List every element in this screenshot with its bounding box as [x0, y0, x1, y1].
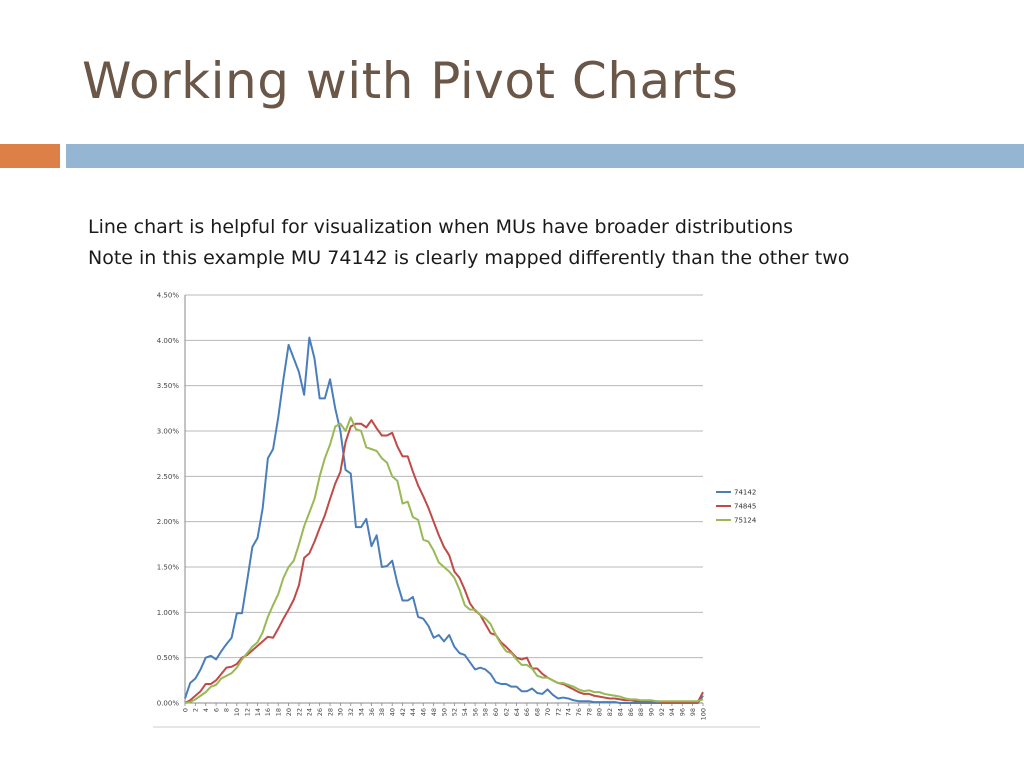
x-tick-label: 64: [512, 708, 521, 717]
x-tick-label: 24: [305, 708, 314, 717]
chart-series: [185, 338, 703, 703]
x-tick-label: 88: [637, 708, 646, 717]
x-tick-label: 80: [595, 708, 604, 717]
x-tick-label: 46: [419, 708, 428, 717]
x-tick-label: 94: [668, 708, 677, 717]
legend-label: 74142: [734, 488, 757, 497]
x-tick-label: 54: [461, 708, 470, 717]
x-tick-label: 2: [191, 708, 200, 713]
series-line-75124: [185, 417, 703, 703]
x-tick-label: 74: [564, 708, 573, 717]
x-tick-label: 48: [429, 708, 438, 717]
x-axis-ticks: [181, 703, 707, 720]
y-tick-label: 2.00%: [156, 518, 179, 527]
x-tick-label: 30: [336, 708, 345, 717]
x-tick-label: 78: [585, 708, 594, 717]
y-tick-label: 2.50%: [156, 472, 179, 481]
x-tick-label: 84: [616, 708, 625, 717]
x-tick-label: 26: [315, 708, 324, 717]
x-tick-label: 8: [222, 708, 231, 713]
x-tick-label: 60: [492, 708, 501, 717]
x-tick-label: 70: [543, 708, 552, 717]
x-tick-label: 28: [326, 708, 335, 717]
x-tick-label: 92: [657, 708, 666, 717]
x-tick-label: 86: [626, 708, 635, 717]
y-tick-label: 4.50%: [156, 291, 179, 300]
x-tick-label: 40: [388, 708, 397, 717]
y-axis-ticks: [157, 292, 180, 708]
x-tick-label: 36: [367, 708, 376, 717]
x-tick-label: 100: [699, 708, 708, 721]
chart-legend: [716, 489, 757, 525]
legend-label: 74845: [734, 502, 757, 511]
x-tick-label: 52: [450, 708, 459, 717]
y-tick-label: 0.50%: [156, 654, 179, 663]
x-tick-label: 38: [378, 708, 387, 717]
y-tick-label: 0.00%: [156, 699, 179, 708]
x-tick-label: 82: [606, 708, 615, 717]
bullet-item: Note in this example MU 74142 is clearly mapped differently than the other two: [88, 247, 850, 269]
x-tick-label: 58: [481, 708, 490, 717]
series-line-74142: [185, 338, 703, 703]
y-tick-label: 3.50%: [156, 382, 179, 391]
x-tick-label: 62: [502, 708, 511, 717]
y-tick-label: 1.00%: [156, 608, 179, 617]
x-tick-label: 4: [202, 708, 211, 713]
x-tick-label: 10: [233, 708, 242, 717]
y-tick-label: 4.00%: [156, 336, 179, 345]
x-tick-label: 42: [398, 708, 407, 717]
series-line-74845: [185, 420, 703, 703]
x-tick-label: 98: [688, 708, 697, 717]
x-tick-label: 0: [181, 708, 190, 713]
y-tick-label: 3.00%: [156, 427, 179, 436]
x-tick-label: 68: [533, 708, 542, 717]
x-tick-label: 14: [253, 708, 262, 717]
x-tick-label: 66: [523, 708, 532, 717]
x-tick-label: 6: [212, 708, 221, 713]
x-tick-label: 32: [347, 708, 356, 717]
x-tick-label: 34: [357, 708, 366, 717]
x-tick-label: 50: [440, 708, 449, 717]
y-tick-label: 1.50%: [156, 563, 179, 572]
x-tick-label: 90: [647, 708, 656, 717]
slide-title: Working with Pivot Charts: [82, 52, 739, 110]
x-tick-label: 96: [678, 708, 687, 717]
x-tick-label: 16: [264, 708, 273, 717]
x-tick-label: 44: [409, 708, 418, 717]
x-tick-label: 72: [554, 708, 563, 717]
x-tick-label: 12: [243, 708, 252, 717]
x-tick-label: 22: [295, 708, 304, 717]
x-tick-label: 20: [284, 708, 293, 717]
bullet-item: Line chart is helpful for visualization when MUs have broader distributions: [88, 216, 794, 238]
x-tick-label: 18: [274, 708, 283, 717]
x-tick-label: 76: [574, 708, 583, 717]
x-tick-label: 56: [471, 708, 480, 717]
legend-label: 75124: [734, 516, 757, 525]
